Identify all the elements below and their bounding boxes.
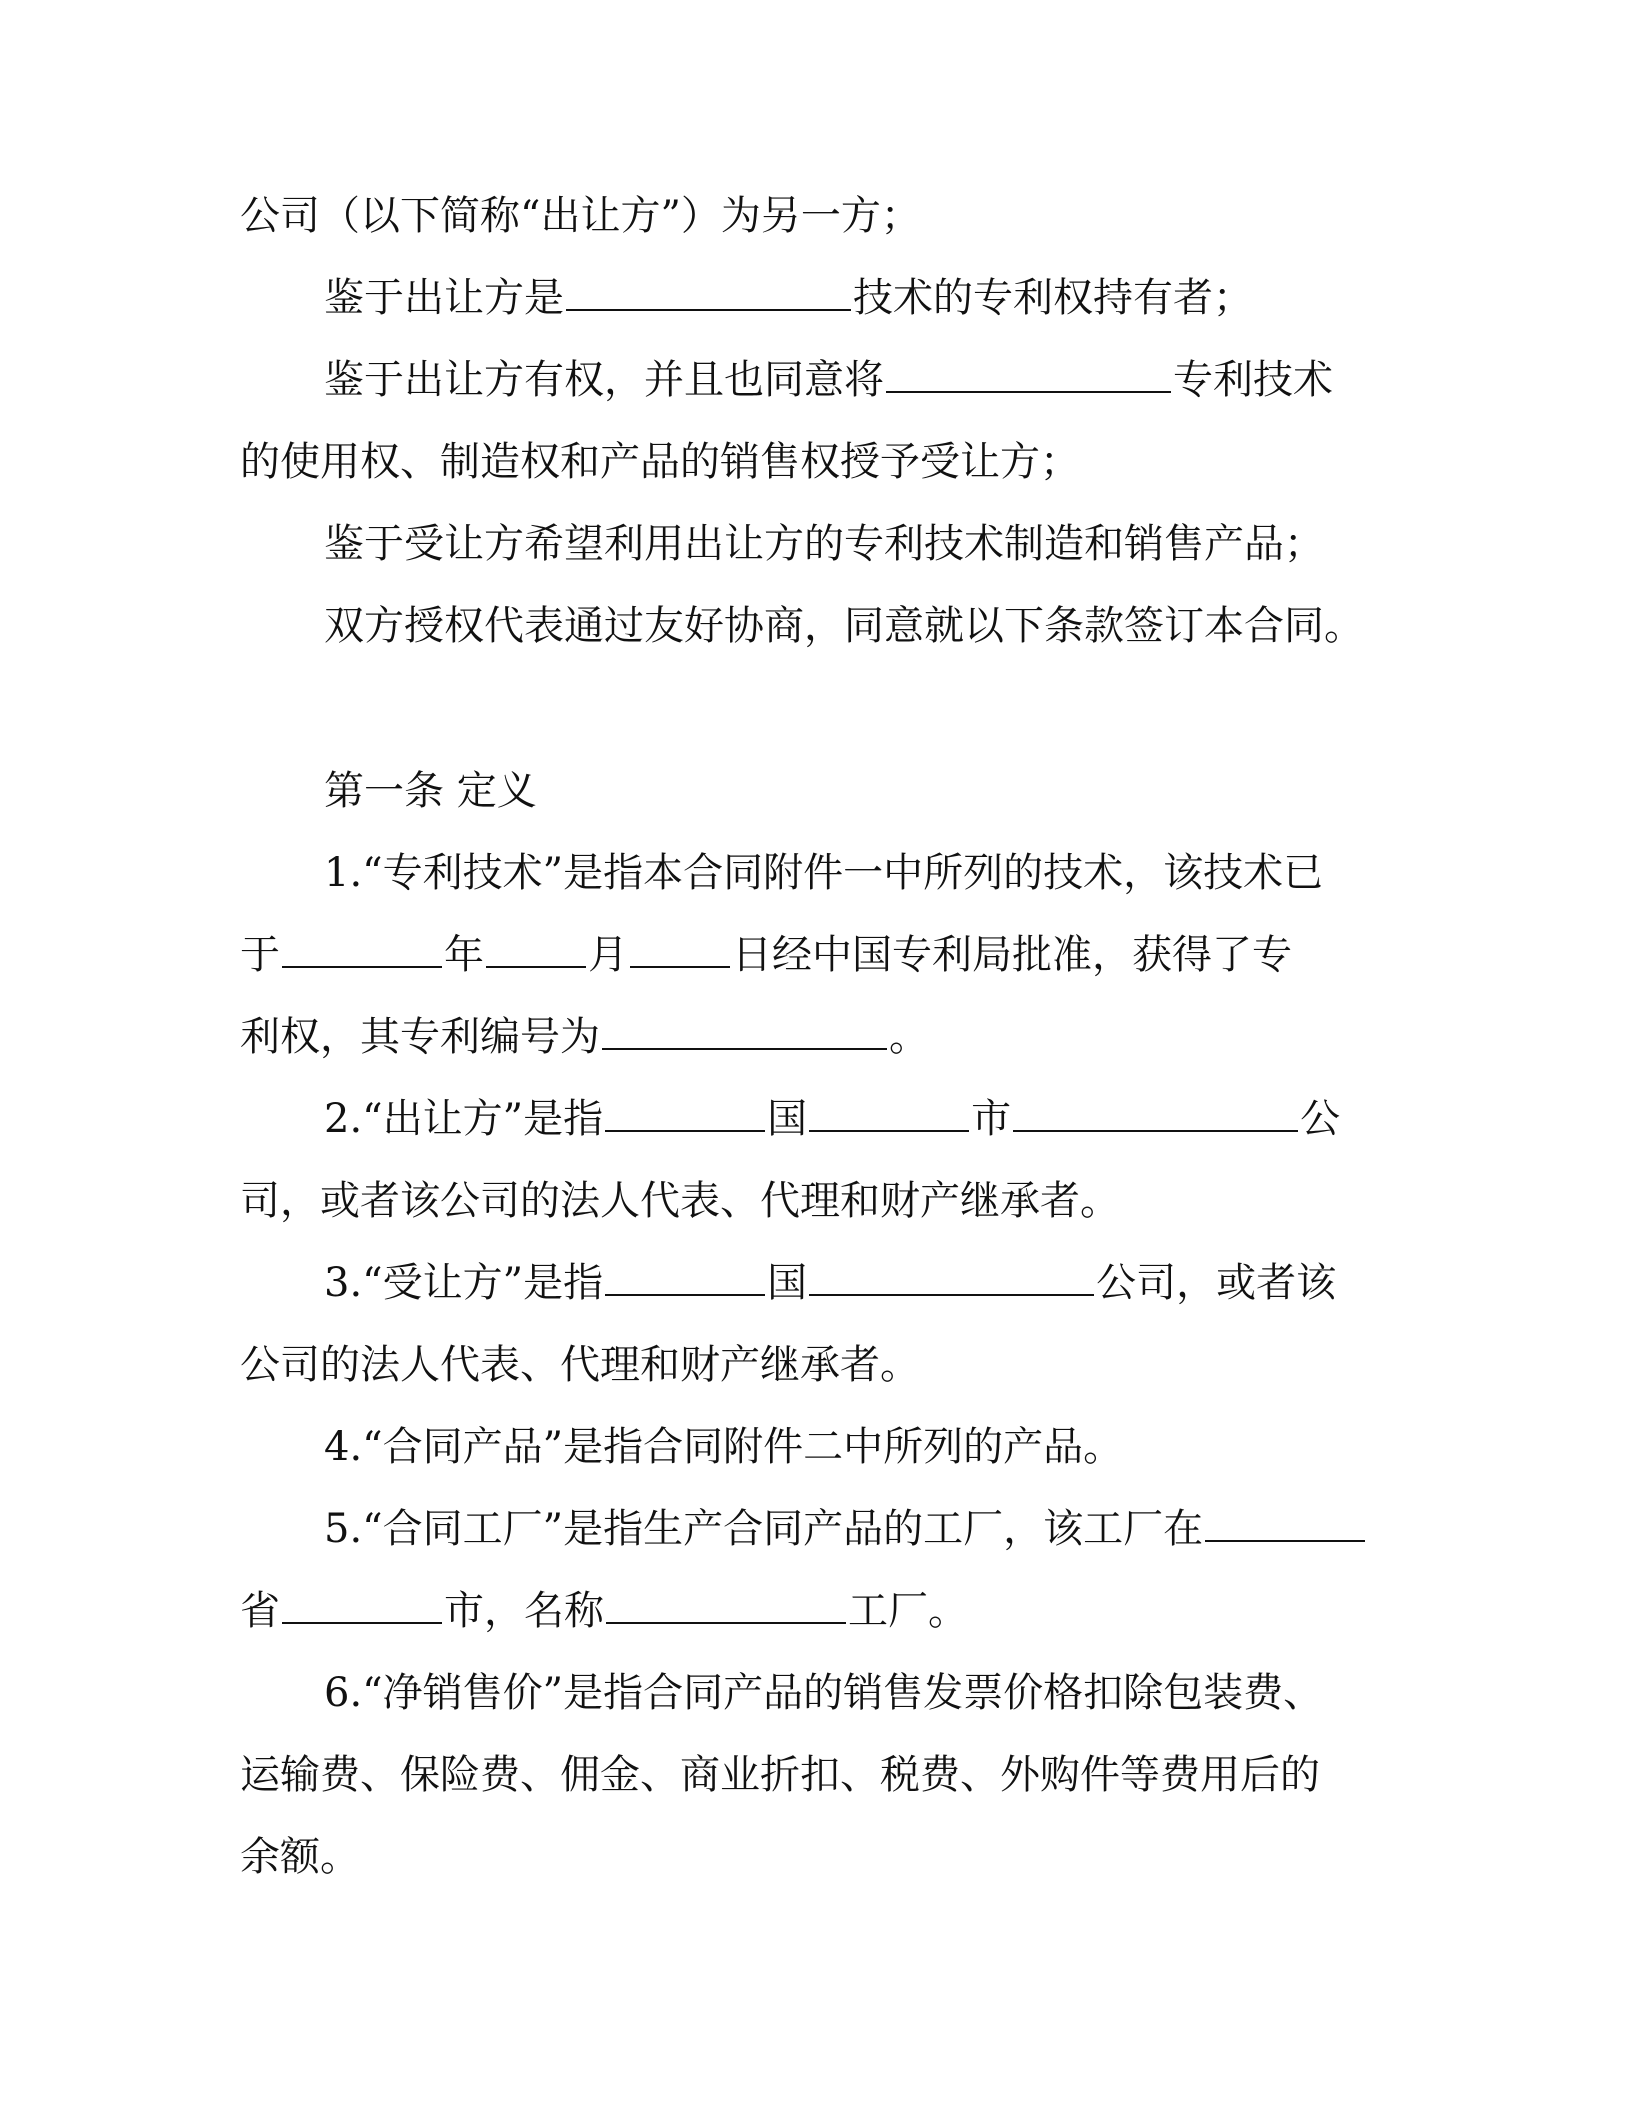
text-span: 公司，或者该 — [1096, 1260, 1337, 1306]
fill-in-blank — [809, 1092, 969, 1132]
text-span: 省 — [240, 1588, 280, 1634]
text-line: 的使用权、制造权和产品的销售权授予受让方； — [240, 439, 1080, 485]
item-number: 5. — [324, 1506, 363, 1552]
text-span: 日经中国专利局批准，获得了专 — [732, 932, 1292, 978]
text-span: 鉴于出让方是 — [324, 275, 564, 321]
definition-item — [324, 1091, 1340, 1147]
fill-in-blank — [566, 271, 851, 311]
item-number: 4. — [324, 1424, 363, 1470]
text-span: 工厂。 — [848, 1588, 968, 1634]
text-span: 公 — [1300, 1096, 1341, 1142]
text-span: “净销售价”是指合同产品的销售发票价格扣除包装费、 — [362, 1670, 1324, 1716]
text-span: “受让方”是指 — [362, 1260, 604, 1306]
item-number: 3. — [324, 1260, 363, 1306]
fill-in-blank — [282, 1584, 442, 1624]
fill-in-blank — [886, 353, 1171, 393]
definition-item — [324, 845, 1323, 901]
fill-in-blank — [606, 1584, 846, 1624]
text-span: “合同工厂”是指生产合同产品的工厂，该工厂在 — [362, 1506, 1204, 1552]
text-span: “专利技术”是指本合同附件一中所列的技术，该技术已 — [362, 850, 1324, 896]
text-span: 国 — [767, 1260, 808, 1306]
text-span: 市，名称 — [444, 1588, 604, 1634]
text-line: 运输费、保险费、佣金、商业折扣、税费、外购件等费用后的 — [240, 1752, 1320, 1798]
definition-item — [324, 1665, 1323, 1721]
fill-in-blank — [602, 1010, 887, 1050]
fill-in-blank — [809, 1256, 1094, 1296]
article-heading: 第一条 定义 — [324, 768, 537, 814]
fill-in-blank — [605, 1256, 765, 1296]
text-line — [324, 352, 1333, 408]
item-number: 2. — [324, 1096, 363, 1142]
fill-in-blank — [486, 928, 586, 968]
text-line — [240, 1009, 929, 1065]
text-span: 年 — [444, 932, 484, 978]
text-line: 双方授权代表通过友好协商，同意就以下条款签订本合同。 — [324, 603, 1364, 649]
text-span: 月 — [588, 932, 628, 978]
text-span: 国 — [767, 1096, 808, 1142]
definition-item — [324, 1255, 1336, 1311]
text-line: 公司的法人代表、代理和财产继承者。 — [240, 1342, 920, 1388]
text-span: “合同产品”是指合同附件二中所列的产品。 — [362, 1424, 1124, 1470]
fill-in-blank — [1205, 1502, 1365, 1542]
definition-item — [324, 1419, 1123, 1475]
text-line: 司，或者该公司的法人代表、代理和财产继承者。 — [240, 1178, 1120, 1224]
text-line: 余额。 — [240, 1834, 360, 1880]
text-line: 鉴于受让方希望利用出让方的专利技术制造和销售产品； — [324, 521, 1324, 567]
item-number: 6. — [324, 1670, 363, 1716]
definition-item — [324, 1501, 1367, 1557]
text-span: 利权，其专利编号为 — [240, 1014, 600, 1060]
text-span: 专利技术 — [1173, 357, 1333, 403]
item-number: 1. — [324, 850, 363, 896]
text-span: 技术的专利权持有者； — [853, 275, 1253, 321]
fill-in-blank — [282, 928, 442, 968]
text-line: 公司（以下简称“出让方”）为另一方； — [240, 193, 921, 239]
text-span: “出让方”是指 — [362, 1096, 604, 1142]
fill-in-blank — [605, 1092, 765, 1132]
text-line — [240, 927, 1292, 983]
text-span: 鉴于出让方有权，并且也同意将 — [324, 357, 884, 403]
text-line — [324, 270, 1253, 326]
text-span: 于 — [240, 932, 280, 978]
text-span: 市 — [971, 1096, 1012, 1142]
fill-in-blank — [630, 928, 730, 968]
text-span: 。 — [889, 1014, 929, 1060]
text-line — [240, 1583, 968, 1639]
fill-in-blank — [1013, 1092, 1298, 1132]
